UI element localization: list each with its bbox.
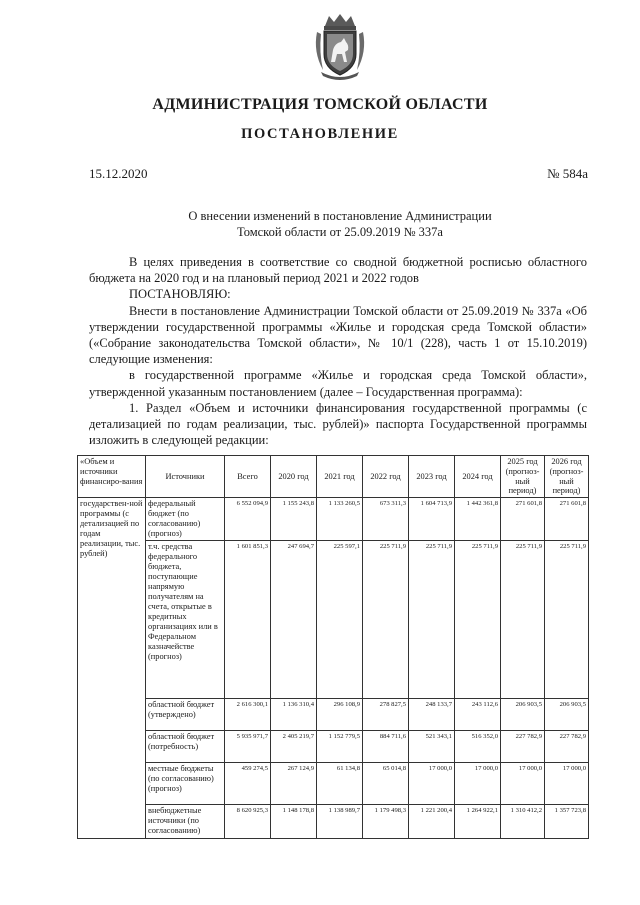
header-2022: 2022 год <box>363 456 409 498</box>
row-source: федеральный бюджет (по согласованию) (прогноз) <box>146 498 225 541</box>
row-source: внебюджетные источники (по согласованию) <box>146 805 225 839</box>
header-total: Всего <box>225 456 271 498</box>
row-2024: 243 112,6 <box>455 699 501 731</box>
row-source: областной бюджет (утверждено) <box>146 699 225 731</box>
row-2024: 17 000,0 <box>455 763 501 805</box>
row-2026: 1 357 723,8 <box>545 805 589 839</box>
header-2021: 2021 год <box>317 456 363 498</box>
row-2023: 248 133,7 <box>409 699 455 731</box>
tomsk-coat-of-arms-emblem <box>311 12 369 82</box>
header-sources: Источники <box>146 456 225 498</box>
row-2025: 225 711,9 <box>501 541 545 699</box>
row-total: 459 274,5 <box>225 763 271 805</box>
row-2022: 673 311,3 <box>363 498 409 541</box>
row-2020: 267 124,9 <box>271 763 317 805</box>
body-paragraph-resolve: ПОСТАНОВЛЯЮ: <box>129 287 231 302</box>
row-2020: 2 405 219,7 <box>271 731 317 763</box>
row-2023: 521 343,1 <box>409 731 455 763</box>
row-2022: 884 711,6 <box>363 731 409 763</box>
subject-line-1: О внесении изменений в постановление Администрации <box>188 209 492 223</box>
row-total: 5 935 971,7 <box>225 731 271 763</box>
row-total: 2 616 300,1 <box>225 699 271 731</box>
document-subject <box>100 208 580 240</box>
table-row <box>78 805 589 839</box>
header-2020: 2020 год <box>271 456 317 498</box>
row-2021: 1 138 989,7 <box>317 805 363 839</box>
subject-line-2: Томской области от 25.09.2019 № 337а <box>237 225 443 239</box>
row-2021: 1 152 779,5 <box>317 731 363 763</box>
row-source: областной бюджет (потребность) <box>146 731 225 763</box>
organization-title: АДМИНИСТРАЦИЯ ТОМСКОЙ ОБЛАСТИ <box>152 96 488 113</box>
row-total: 1 601 851,3 <box>225 541 271 699</box>
row-2020: 1 155 243,8 <box>271 498 317 541</box>
row-2026: 17 000,0 <box>545 763 589 805</box>
row-2022: 225 711,9 <box>363 541 409 699</box>
table-row <box>78 498 589 541</box>
row-2023: 225 711,9 <box>409 541 455 699</box>
row-2022: 278 827,5 <box>363 699 409 731</box>
header-2025: 2025 год (прогноз-ный период) <box>501 456 545 498</box>
document-type-title: ПОСТАНОВЛЕНИЕ <box>241 126 399 142</box>
row-total: 8 620 925,3 <box>225 805 271 839</box>
row-2023: 1 221 200,4 <box>409 805 455 839</box>
table-header-row <box>78 456 589 498</box>
row-total: 6 552 094,9 <box>225 498 271 541</box>
row-2023: 1 604 713,9 <box>409 498 455 541</box>
table-row <box>78 731 589 763</box>
document-number: № 584а <box>547 166 588 181</box>
table-row <box>78 763 589 805</box>
row-2021: 225 597,1 <box>317 541 363 699</box>
lead-body-cell: государствен-ной программы (с детализацией по годам реализации, тыс. рублей) <box>78 498 146 839</box>
row-2024: 1 442 361,8 <box>455 498 501 541</box>
row-2026: 271 601,8 <box>545 498 589 541</box>
body-paragraph-purpose: В целях приведения в соответствие со сводной бюджетной росписью областного бюджета на 2020 год и на плановый период 2021 и 2022 годов <box>89 255 587 286</box>
table-row <box>78 541 589 699</box>
lead-header-cell: «Объем и источники финансиро-вания <box>78 456 146 498</box>
row-2023: 17 000,0 <box>409 763 455 805</box>
row-2025: 206 903,5 <box>501 699 545 731</box>
row-2024: 516 352,0 <box>455 731 501 763</box>
row-2025: 17 000,0 <box>501 763 545 805</box>
body-paragraph-program: в государственной программе «Жилье и городская среда Томской области», утвержденной указанным постановлением (далее – Государственная программа): <box>89 368 587 399</box>
row-source: т.ч. средства федерального бюджета, поступающие напрямую получателям на счета, открытые в кредитных организациях или в Федеральном казначействе (прогноз) <box>146 541 225 699</box>
row-2020: 1 136 310,4 <box>271 699 317 731</box>
row-2021: 296 108,9 <box>317 699 363 731</box>
header-2026: 2026 год (прогноз-ный период) <box>545 456 589 498</box>
row-2026: 206 903,5 <box>545 699 589 731</box>
row-2022: 65 014,8 <box>363 763 409 805</box>
row-source: местные бюджеты (по согласованию) (прогноз) <box>146 763 225 805</box>
row-2021: 61 134,8 <box>317 763 363 805</box>
document-date: 15.12.2020 <box>89 166 148 181</box>
row-2021: 1 133 260,5 <box>317 498 363 541</box>
table-row <box>78 699 589 731</box>
row-2025: 1 310 412,2 <box>501 805 545 839</box>
row-2024: 1 264 922,1 <box>455 805 501 839</box>
financing-table <box>77 455 589 839</box>
row-2025: 271 601,8 <box>501 498 545 541</box>
document-body <box>89 254 587 448</box>
row-2022: 1 179 498,3 <box>363 805 409 839</box>
row-2024: 225 711,9 <box>455 541 501 699</box>
header-2023: 2023 год <box>409 456 455 498</box>
body-paragraph-section: 1. Раздел «Объем и источники финансирования государственной программы (с детализацией по годам реализации, тыс. рублей)» паспорта Государственной программы изложить в следующей редакции: <box>89 400 587 448</box>
body-paragraph-amend: Внести в постановление Администрации Томской области от 25.09.2019 № 337а «Об утверждении государственной программы «Жилье и городская среда Томской области» («Собрание законодательства Томской области», № 10/1 (228), часть 1 от 15.10.2019) следующие изменения: <box>89 303 587 367</box>
row-2026: 227 782,9 <box>545 731 589 763</box>
header-2024: 2024 год <box>455 456 501 498</box>
row-2026: 225 711,9 <box>545 541 589 699</box>
row-2025: 227 782,9 <box>501 731 545 763</box>
row-2020: 1 148 178,8 <box>271 805 317 839</box>
row-2020: 247 694,7 <box>271 541 317 699</box>
